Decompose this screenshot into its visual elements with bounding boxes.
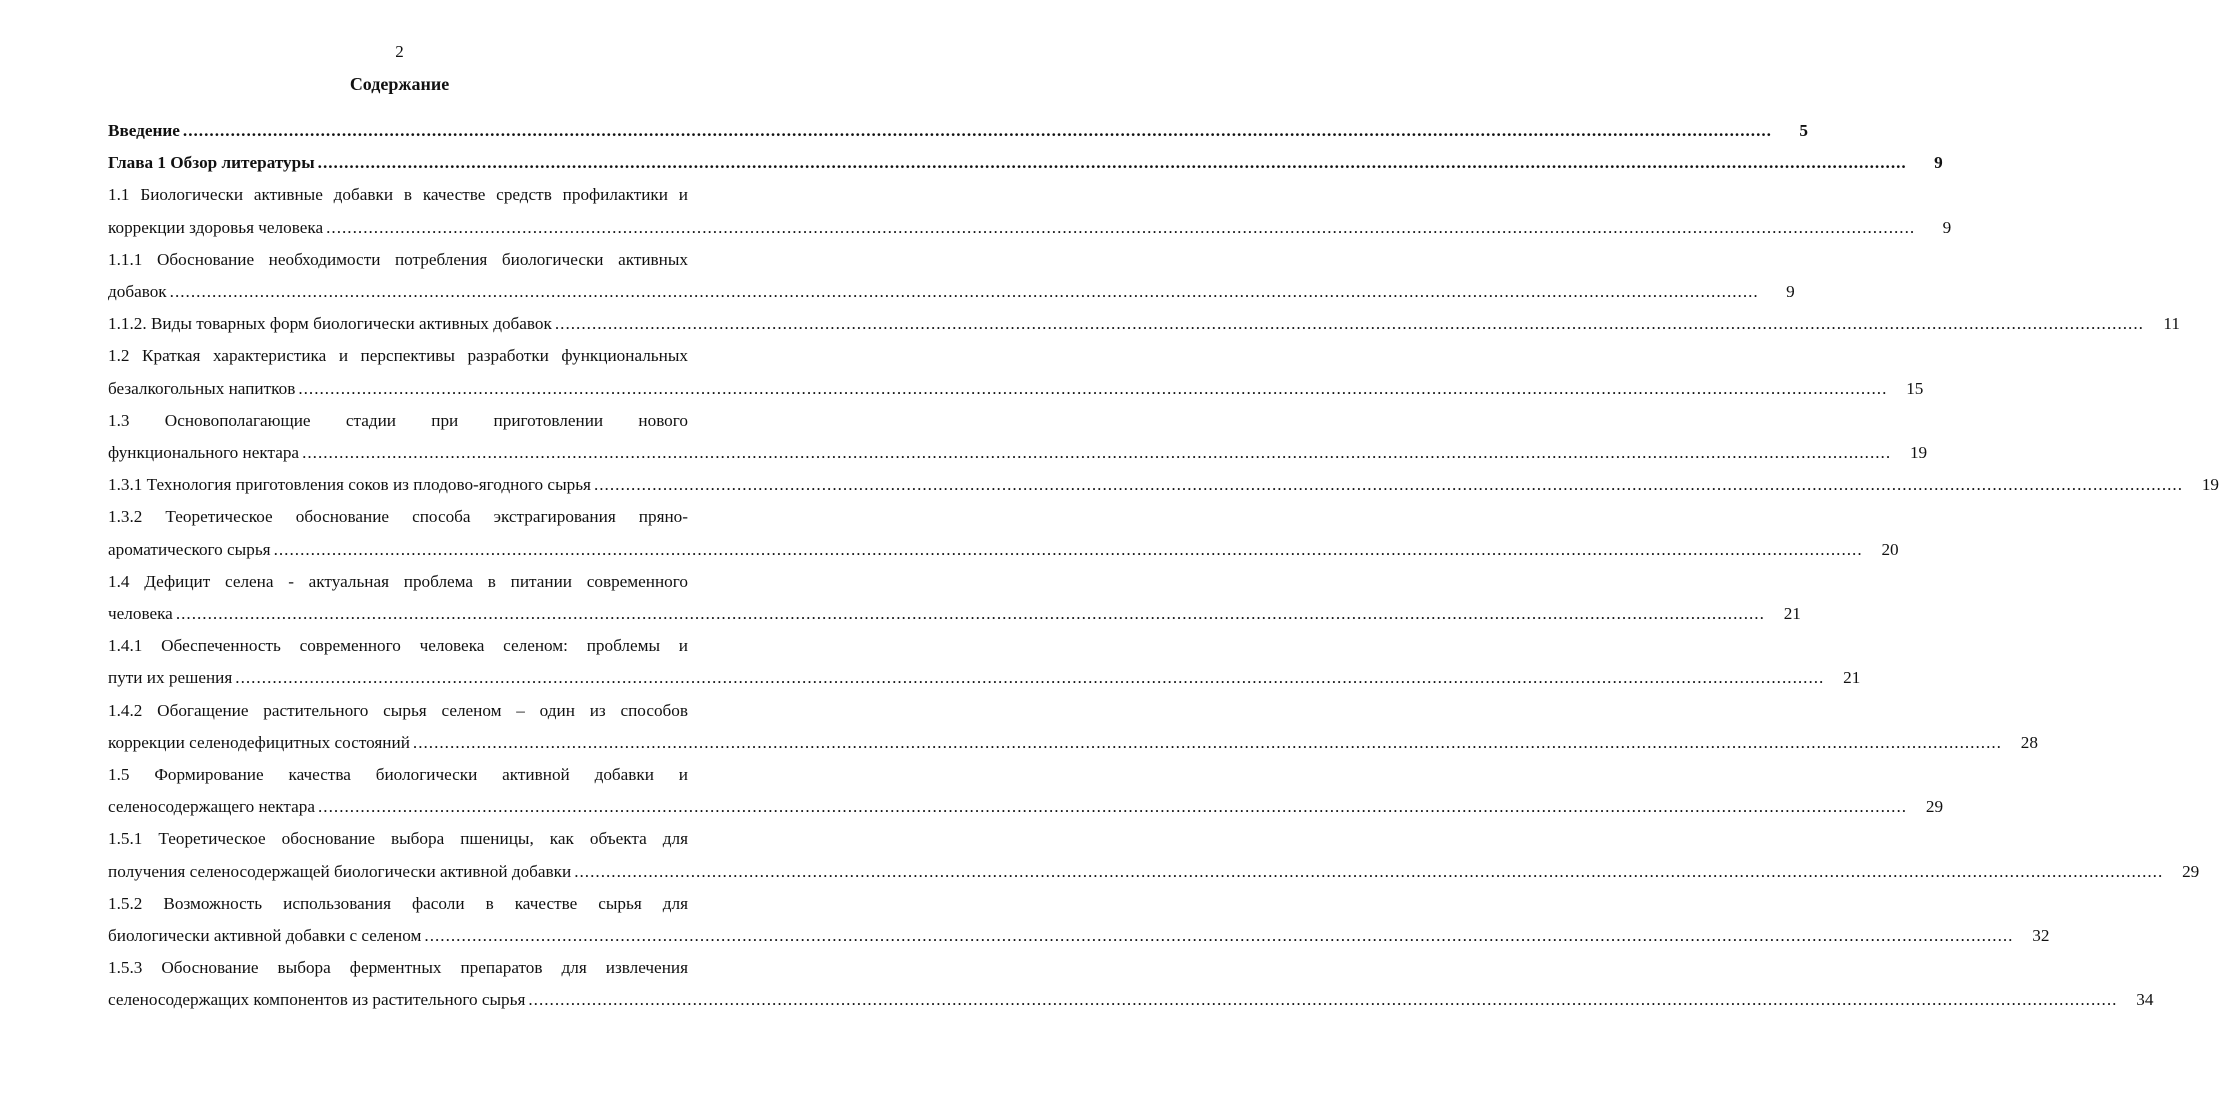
toc-entry-title: безалкогольных напитков bbox=[108, 378, 296, 398]
dot-leader: ............................................................................................................................................................................................................................................................................................................ bbox=[424, 926, 2014, 946]
toc-entry-page-number: 9 bbox=[1934, 153, 1943, 173]
dot-leader: ............................................................................................................................................................................................................................................................................................................ bbox=[554, 314, 2144, 334]
toc-entry[interactable] bbox=[108, 308, 2180, 340]
toc-entry[interactable] bbox=[108, 823, 2200, 887]
toc-entry-title-line: 1.5.3 Обоснование выбора ферментных препаратов для извлечения bbox=[108, 958, 688, 978]
toc-entry[interactable] bbox=[108, 888, 2050, 952]
toc-entry-page-number: 32 bbox=[2032, 926, 2050, 946]
toc-entry[interactable] bbox=[108, 952, 2154, 1016]
toc-entry-title: Глава 1 Обзор литературы bbox=[108, 153, 315, 173]
toc-entry-page-number: 20 bbox=[1881, 539, 1899, 559]
toc-entry-page-number: 21 bbox=[1783, 604, 1801, 624]
toc-entry-title-line: 1.2 Краткая характеристика и перспективы разработки функциональных bbox=[108, 346, 688, 366]
toc-entry[interactable] bbox=[108, 115, 1808, 147]
toc-entry[interactable] bbox=[108, 179, 1952, 243]
toc-entry-title: коррекции здоровья человека bbox=[108, 217, 324, 237]
toc-entry[interactable] bbox=[108, 566, 1801, 630]
toc-entry-title: получения селеносодержащей биологически активной добавки bbox=[108, 861, 572, 881]
toc-entry[interactable] bbox=[108, 405, 1928, 469]
toc-entry-title-line: 1.3 Основополагающие стадии при приготовлении нового bbox=[108, 410, 688, 430]
toc-entry-title-line: 1.1 Биологически активные добавки в качестве средств профилактики и bbox=[108, 185, 688, 205]
toc-entry-page-number: 19 bbox=[1909, 443, 1928, 463]
dot-leader: ............................................................................................................................................................................................................................................................................................................ bbox=[574, 861, 2164, 881]
toc-entry-title: 1.1.2. Виды товарных форм биологически активных добавок bbox=[108, 314, 552, 334]
toc-entry[interactable] bbox=[108, 759, 1944, 823]
dot-leader: ............................................................................................................................................................................................................................................................................................................ bbox=[298, 378, 1888, 398]
toc-entry[interactable] bbox=[108, 695, 2038, 759]
table-of-contents bbox=[108, 115, 2219, 1017]
toc-entry-page-number: 34 bbox=[2136, 990, 2154, 1010]
toc-entry-title: функционального нектара bbox=[108, 443, 300, 463]
toc-entry-page-number: 9 bbox=[1942, 217, 1952, 237]
toc-entry-title-line: 1.5.1 Теоретическое обоснование выбора пшеницы, как объекта для bbox=[108, 829, 688, 849]
toc-entry-title-line: 1.1.1 Обоснование необходимости потребления биологически активных bbox=[108, 249, 688, 269]
toc-entry-title: человека bbox=[108, 604, 173, 624]
toc-entry-title: селеносодержащего нектара bbox=[108, 797, 315, 817]
dot-leader: ............................................................................................................................................................................................................................................................................................................ bbox=[235, 668, 1825, 688]
dot-leader: ............................................................................................................................................................................................................................................................................................................ bbox=[182, 121, 1772, 140]
toc-entry-title: ароматического сырья bbox=[108, 539, 271, 559]
toc-entry[interactable] bbox=[108, 630, 1861, 694]
toc-entry-title-line: 1.3.2 Теоретическое обоснование способа экстрагирования пряно- bbox=[108, 507, 688, 527]
toc-entry[interactable] bbox=[108, 469, 2219, 501]
toc-entry-title: 1.3.1 Технология приготовления соков из плодово-ягодного сырья bbox=[108, 475, 591, 495]
dot-leader: ............................................................................................................................................................................................................................................................................................................ bbox=[317, 153, 1907, 173]
toc-entry[interactable] bbox=[108, 244, 1795, 308]
dot-leader: ............................................................................................................................................................................................................................................................................................................ bbox=[412, 732, 2002, 752]
toc-entry-title-line: 1.4.1 Обеспеченность современного человека селеном: проблемы и bbox=[108, 636, 688, 656]
dot-leader: ............................................................................................................................................................................................................................................................................................................ bbox=[326, 217, 1916, 237]
toc-entry-page-number: 11 bbox=[2163, 314, 2180, 334]
dot-leader: ............................................................................................................................................................................................................................................................................................................ bbox=[318, 797, 1908, 817]
dot-leader: ............................................................................................................................................................................................................................................................................................................ bbox=[593, 475, 2184, 495]
toc-entry-title: коррекции селенодефицитных состояний bbox=[108, 732, 410, 752]
toc-entry-title: добавок bbox=[108, 282, 167, 302]
toc-entry-title-line: 1.4 Дефицит селена - актуальная проблема в питании современного bbox=[108, 571, 688, 591]
toc-entry-title: селеносодержащих компонентов из растительного сырья bbox=[108, 990, 526, 1010]
toc-entry-title: Введение bbox=[108, 121, 180, 140]
toc-entry-title-line: 1.5.2 Возможность использования фасоли в качестве сырья для bbox=[108, 893, 688, 913]
toc-entry-page-number: 19 bbox=[2201, 475, 2219, 495]
toc-entry-page-number: 5 bbox=[1799, 121, 1808, 140]
dot-leader: ............................................................................................................................................................................................................................................................................................................ bbox=[175, 604, 1765, 624]
toc-entry-page-number: 28 bbox=[2020, 732, 2038, 752]
toc-entry-title-line: 1.5 Формирование качества биологически активной добавки и bbox=[108, 765, 688, 785]
toc-entry[interactable] bbox=[108, 501, 1899, 565]
toc-entry-page-number: 21 bbox=[1843, 668, 1861, 688]
toc-entry-title: пути их решения bbox=[108, 668, 233, 688]
page-number: 2 bbox=[395, 42, 404, 61]
toc-entry-page-number: 15 bbox=[1906, 378, 1924, 398]
toc-entry-page-number: 29 bbox=[1925, 797, 1944, 817]
dot-leader: ............................................................................................................................................................................................................................................................................................................ bbox=[302, 443, 1892, 463]
page-title: Содержание bbox=[349, 74, 450, 94]
dot-leader: ............................................................................................................................................................................................................................................................................................................ bbox=[273, 539, 1863, 559]
toc-entry-title: биологически активной добавки с селеном bbox=[108, 926, 422, 946]
dot-leader: ............................................................................................................................................................................................................................................................................................................ bbox=[528, 990, 2118, 1010]
toc-entry-page-number: 29 bbox=[2182, 861, 2200, 881]
toc-entry-page-number: 9 bbox=[1786, 282, 1795, 302]
toc-entry-title-line: 1.4.2 Обогащение растительного сырья селеном – один из способов bbox=[108, 700, 688, 720]
toc-entry[interactable] bbox=[108, 340, 1924, 404]
dot-leader: ............................................................................................................................................................................................................................................................................................................ bbox=[169, 282, 1759, 302]
toc-entry[interactable] bbox=[108, 147, 1943, 179]
